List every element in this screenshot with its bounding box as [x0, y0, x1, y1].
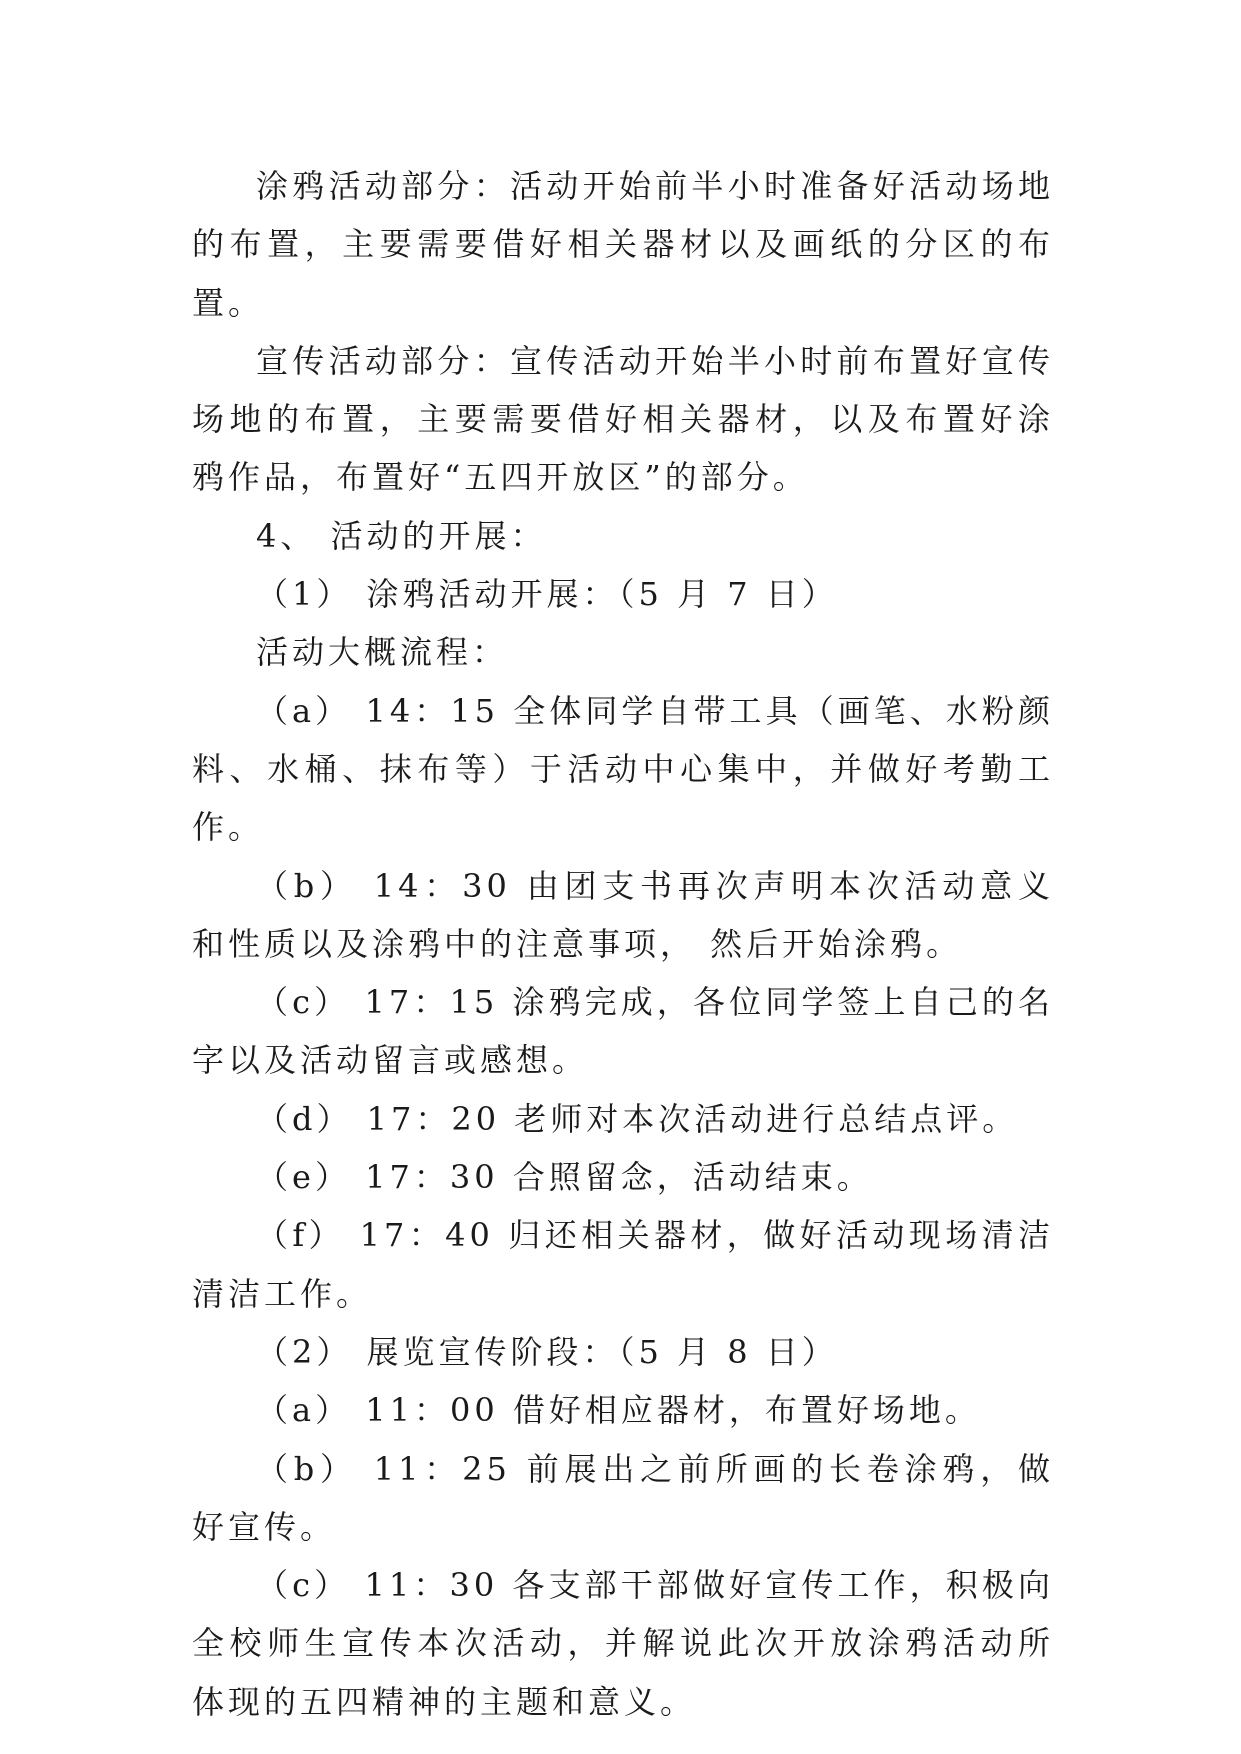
- list-item: （a） 14：15 全体同学自带工具（画笔、水粉颜料、水桶、抹布等）于活动中心集中，并做好考勤工作。: [192, 691, 1054, 847]
- list-item: （a） 11：00 借好相应器材，布置好场地。: [256, 1391, 981, 1430]
- subsection-heading-graffiti: （1） 涂鸦活动开展：（5 月 7 日）: [256, 575, 838, 614]
- list-item: （b） 11：25 前展出之前所画的长卷涂鸦，做好宣传。: [192, 1449, 1054, 1546]
- list-item: （d） 17：20 老师对本次活动进行总结点评。: [256, 1099, 1019, 1138]
- list-item: （c） 17：15 涂鸦完成，各位同学签上自己的名字以及活动留言或感想。: [192, 983, 1054, 1080]
- list-item: （b） 14：30 由团支书再次声明本次活动意义和性质以及涂鸦中的注意事项， 然后开始涂鸦。: [192, 866, 1054, 963]
- list-item: （c） 11：30 各支部干部做好宣传工作，积极向全校师生宣传本次活动，并解说此次开放涂鸦活动所体现的五四精神的主题和意义。: [192, 1566, 1054, 1721]
- document-body: [192, 157, 1054, 1731]
- process-heading: 活动大概流程：: [256, 633, 509, 672]
- list-item: （f） 17：40 归还相关器材，做好活动现场清洁清洁工作。: [192, 1216, 1054, 1313]
- section-heading-activity: 4、 活动的开展：: [256, 516, 547, 555]
- list-item: （e） 17：30 合照留念，活动结束。: [256, 1158, 873, 1197]
- paragraph-graffiti-setup: 涂鸦活动部分：活动开始前半小时准备好活动场地的布置，主要需要借好相关器材以及画纸的分区的布置。: [192, 167, 1054, 322]
- paragraph-publicity-setup: 宣传活动部分：宣传活动开始半小时前布置好宣传场地的布置，主要需要借好相关器材，以及布置好涂鸦作品，布置好“五四开放区”的部分。: [192, 341, 1054, 497]
- subsection-heading-exhibition: （2） 展览宣传阶段：（5 月 8 日）: [256, 1332, 838, 1371]
